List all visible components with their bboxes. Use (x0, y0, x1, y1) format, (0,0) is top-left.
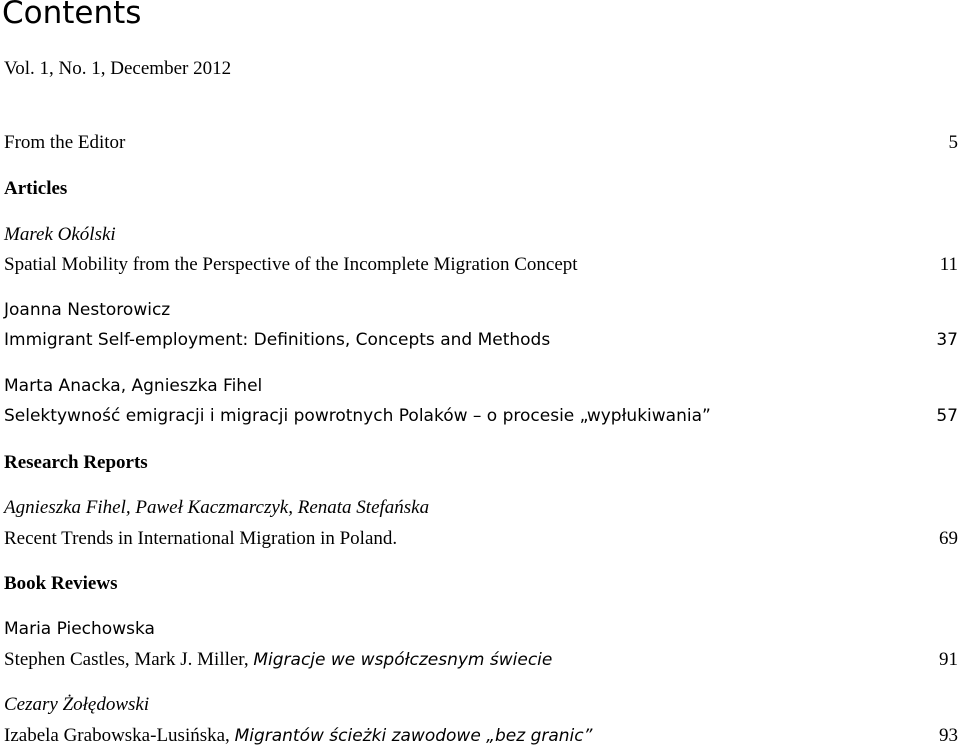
toc-entry-title[interactable]: Selektywność emigracji i migracji powrotnych Polaków – o procesie „wypłukiwania” (4, 406, 711, 426)
toc-entry-title-book: Migracje we współczesnym świecie (253, 650, 553, 670)
toc-entry-page: 93 (939, 725, 958, 746)
section-heading-reviews: Book Reviews (4, 573, 118, 594)
toc-entry-title[interactable]: Recent Trends in International Migration in Poland. (4, 528, 398, 549)
toc-entry-title[interactable] (4, 726, 592, 745)
toc-entry-title[interactable] (4, 650, 552, 669)
toc-entry-title-book: Migrantów ścieżki zawodowe „bez granic” (234, 726, 593, 746)
toc-entry-author: Marek Okólski (4, 224, 116, 245)
toc-entry-editor-title[interactable]: From the Editor (4, 132, 126, 153)
issue-line: Vol. 1, No. 1, December 2012 (4, 58, 232, 79)
page-title: Contents (2, 0, 142, 31)
toc-entry-title-authors: Izabela Grabowska-Lusińska, (4, 725, 235, 746)
toc-entry-author: Cezary Żołędowski (4, 694, 150, 715)
toc-entry-author: Marta Anacka, Agnieszka Fihel (4, 376, 263, 396)
toc-entry-page: 69 (939, 528, 958, 549)
toc-entry-author: Agnieszka Fihel, Paweł Kaczmarczyk, Renata Stefańska (4, 497, 430, 518)
toc-entry-title[interactable]: Spatial Mobility from the Perspective of the Incomplete Migration Concept (4, 254, 578, 275)
toc-entry-page: 37 (936, 330, 958, 350)
toc-entry-title[interactable]: Immigrant Self-employment: Definitions, Concepts and Methods (4, 330, 551, 350)
toc-entry-page: 57 (936, 406, 958, 426)
section-heading-research: Research Reports (4, 452, 148, 473)
toc-entry-page: 91 (939, 649, 958, 670)
toc-entry-author: Maria Piechowska (4, 619, 155, 639)
toc-entry-editor-page: 5 (948, 132, 958, 153)
toc-entry-page: 11 (939, 254, 958, 275)
toc-entry-author: Joanna Nestorowicz (4, 300, 171, 320)
toc-entry-title-authors: Stephen Castles, Mark J. Miller, (4, 649, 254, 670)
section-heading-articles: Articles (4, 178, 68, 199)
